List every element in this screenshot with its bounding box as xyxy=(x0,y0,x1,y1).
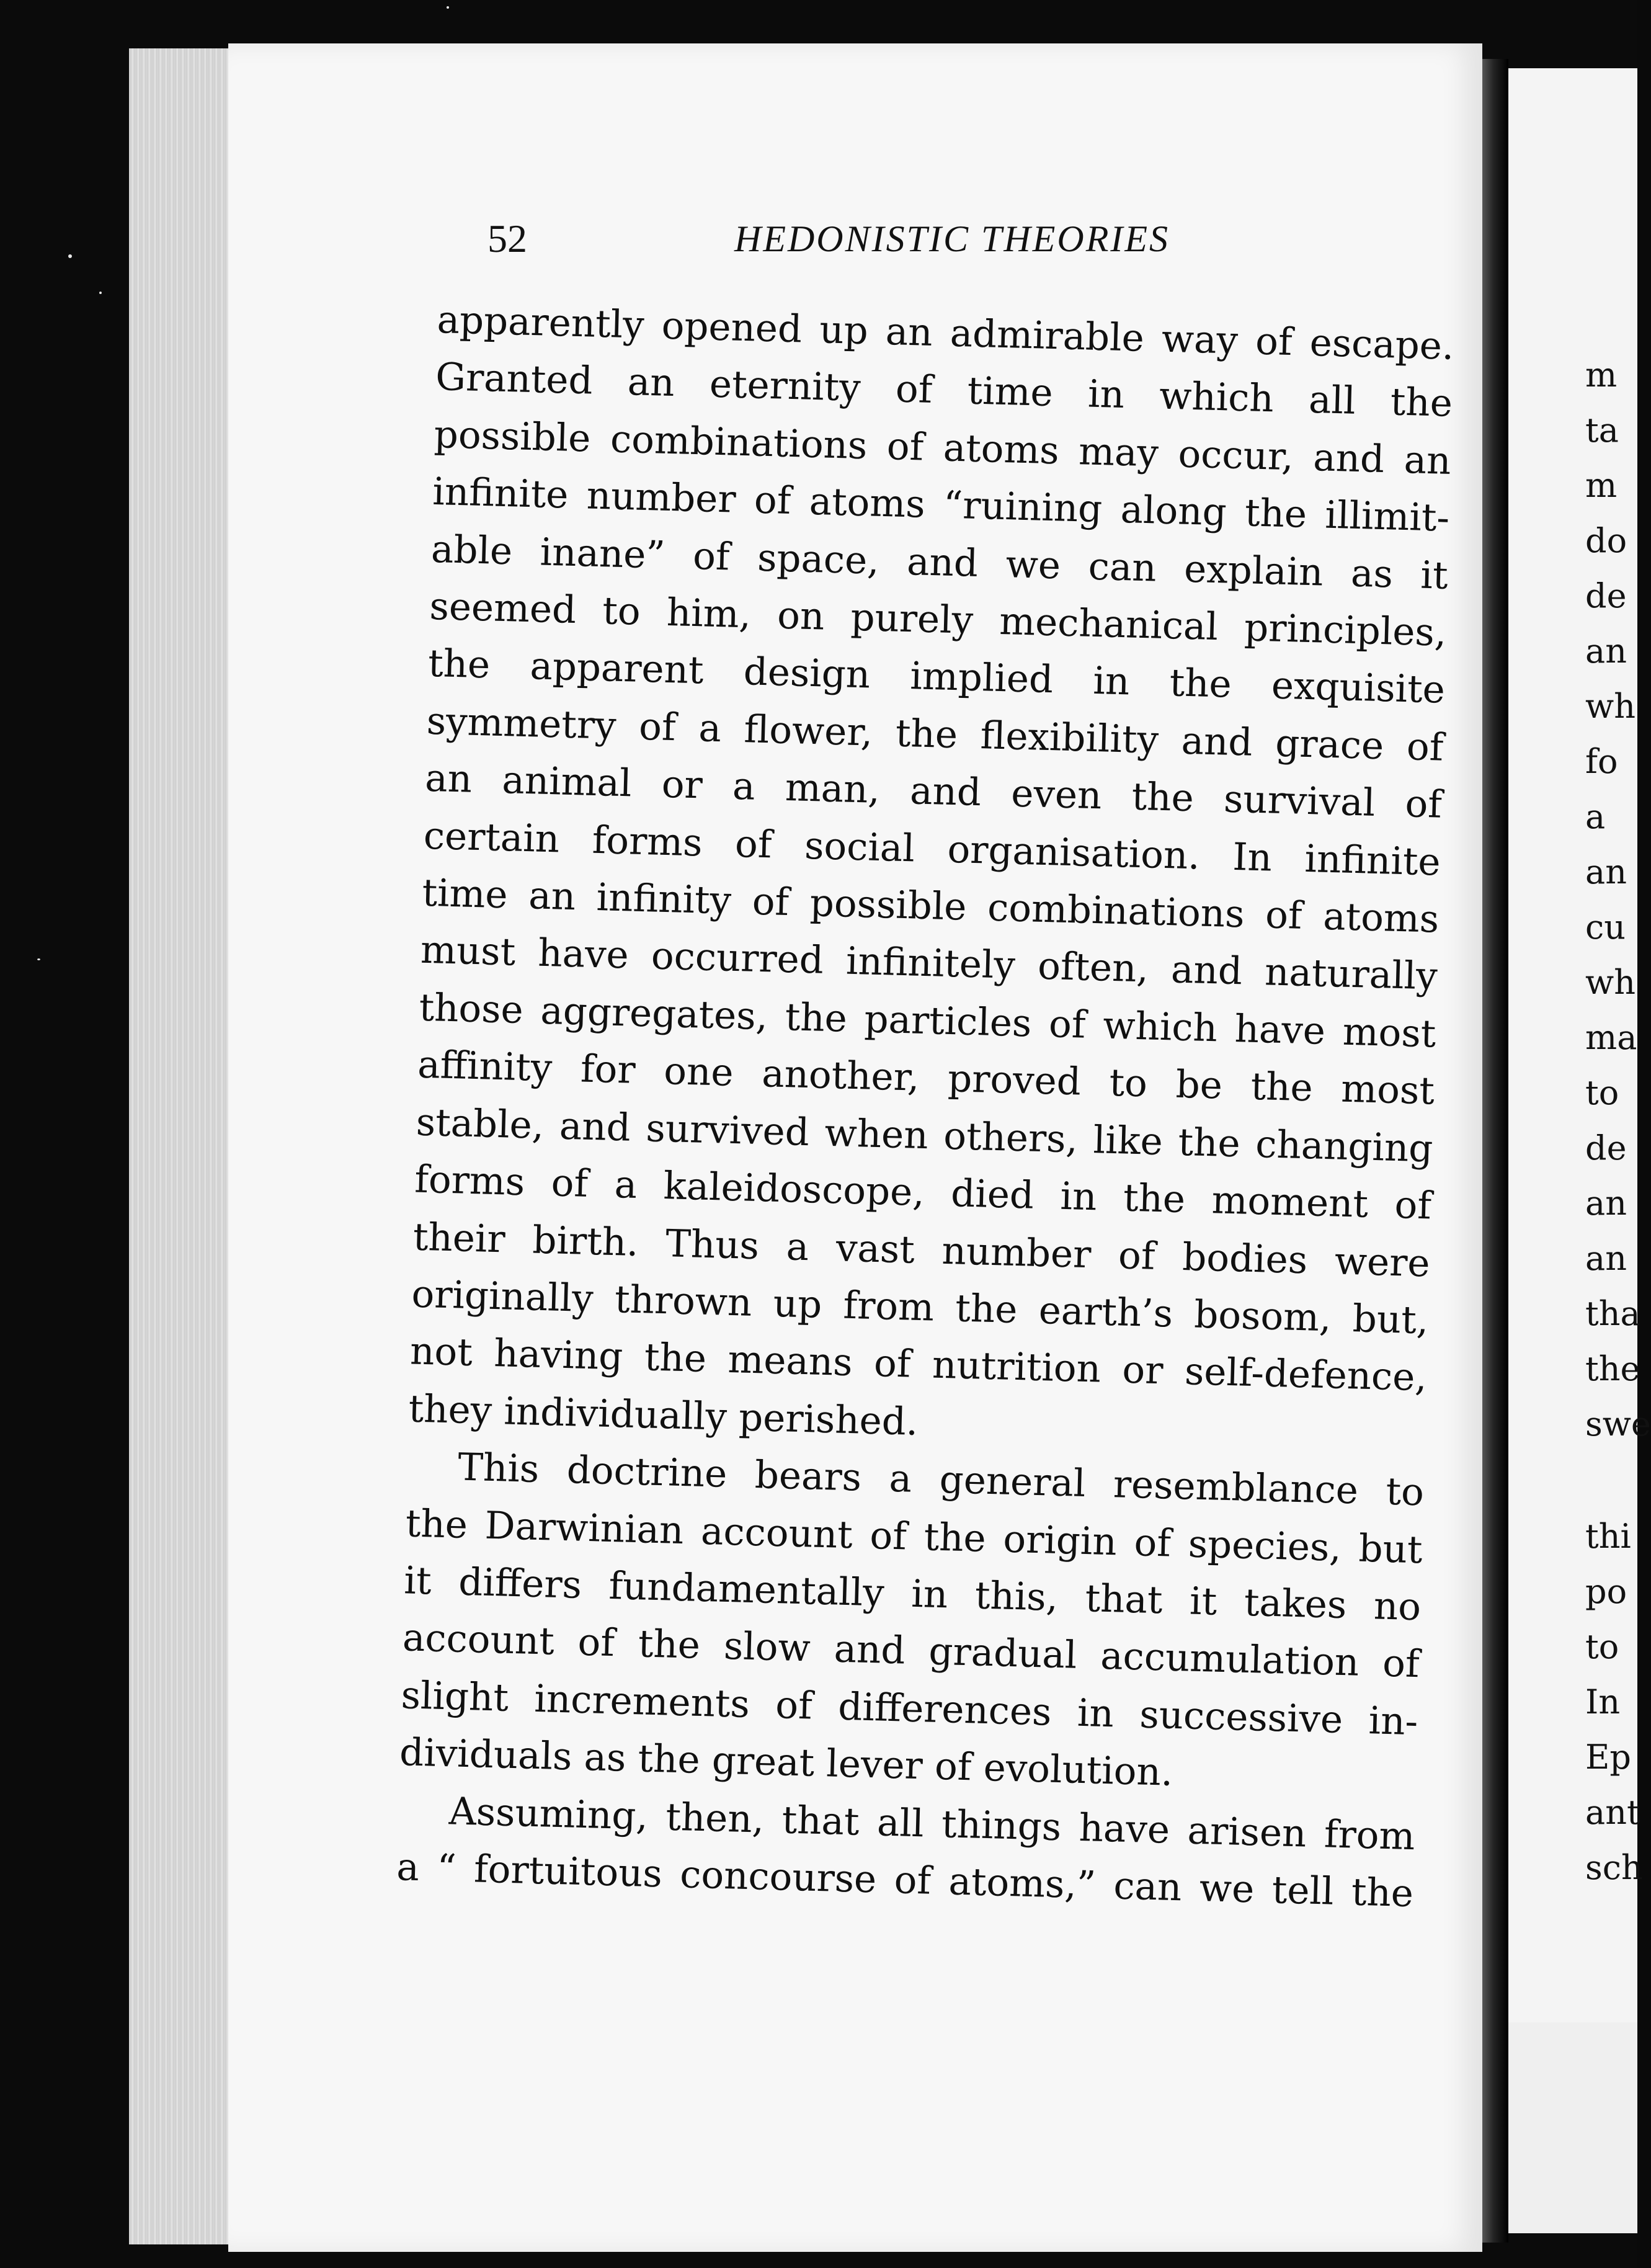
text-line: their birth. Thus a vast number of bodies were xyxy=(412,1214,1431,1285)
page-number: 52 xyxy=(487,217,527,261)
fragment: do xyxy=(1585,521,1627,560)
text-line: certain forms of social organisation. In infinite xyxy=(423,813,1441,885)
text-line: the apparent design implied in the exquisite xyxy=(427,641,1446,713)
fragment: wh xyxy=(1585,963,1635,1002)
text-line: forms of a kaleidoscope, died in the moment of xyxy=(414,1157,1432,1228)
text-line-paragraph-end: dividuals as the great lever of evolution. xyxy=(399,1730,1174,1795)
fragment: to xyxy=(1585,1073,1619,1112)
dust-speck xyxy=(37,958,40,960)
fragment: po xyxy=(1585,1572,1627,1611)
running-title: HEDONISTIC THEORIES xyxy=(734,218,1170,259)
dust-speck xyxy=(68,254,72,258)
text-line: an animal or a man, and even the survival of xyxy=(424,756,1443,827)
body-text xyxy=(396,292,1454,1922)
fragment: a xyxy=(1585,797,1606,836)
facing-page-text-fragments xyxy=(1585,347,1651,1895)
fragment: Ep xyxy=(1585,1738,1631,1777)
fragment: tha xyxy=(1585,1294,1640,1333)
running-head xyxy=(487,211,1219,267)
text-line-paragraph-start: Assuming, then, that all things have arisen from xyxy=(448,1788,1416,1859)
fragment-gap xyxy=(1585,1452,1637,1509)
fragment: de xyxy=(1585,1128,1627,1167)
text-line-paragraph-start: This doctrine bears a general resemblance to xyxy=(457,1445,1425,1515)
fragment: de xyxy=(1585,576,1627,615)
page-edge-stack xyxy=(129,48,231,2244)
fragment: cu xyxy=(1585,908,1626,947)
text-line: possible combinations of atoms may occur, and an xyxy=(434,412,1452,483)
fragment: the xyxy=(1585,1349,1640,1388)
fragment: swe xyxy=(1585,1404,1651,1444)
fragment: fo xyxy=(1585,742,1618,781)
fragment: ma xyxy=(1585,1018,1637,1057)
fragment: an xyxy=(1585,852,1627,891)
text-line-paragraph-end: they individually perished. xyxy=(407,1386,919,1444)
text-line: not having the means of nutrition or self-defence, xyxy=(409,1329,1428,1400)
text-line: account of the slow and gradual accumulation of xyxy=(402,1615,1420,1687)
fragment: m xyxy=(1585,466,1618,505)
facing-page-lower xyxy=(1508,2022,1637,2233)
text-line: Granted an eternity of time in which all the xyxy=(435,355,1453,426)
text-line: symmetry of a flower, the flexibility and grace of xyxy=(425,699,1444,770)
fragment: to xyxy=(1585,1627,1619,1666)
dust-speck xyxy=(99,292,102,294)
text-line: apparently opened up an admirable way of escape. xyxy=(436,297,1455,368)
fragment: sch xyxy=(1585,1848,1643,1887)
fragment: wh xyxy=(1585,687,1635,726)
text-line: slight increments of differences in successive in- xyxy=(400,1672,1419,1744)
text-line: able inane” of space, and we can explain as it xyxy=(430,527,1449,598)
fragment: ant xyxy=(1585,1793,1640,1832)
text-line: it differs fundamentally in this, that it takes no xyxy=(403,1558,1422,1630)
fragment: In xyxy=(1585,1682,1621,1721)
fragment: an xyxy=(1585,632,1627,671)
text-line: stable, and survived when others, like the changing xyxy=(416,1100,1434,1171)
book-gutter xyxy=(1482,59,1508,2243)
text-line: must have occurred infinitely often, and naturally xyxy=(420,928,1438,999)
text-line: originally thrown up from the earth’s bosom, but, xyxy=(411,1272,1430,1343)
text-line: time an infinity of possible combinations of atoms xyxy=(421,870,1440,942)
fragment: thi xyxy=(1585,1517,1631,1556)
text-line: a “ fortuitous concourse of atoms,” can we tell the xyxy=(396,1845,1414,1916)
text-line: seemed to him, on purely mechanical principles, xyxy=(429,584,1448,655)
text-line: affinity for one another, proved to be the most xyxy=(417,1042,1435,1114)
fragment: an xyxy=(1585,1239,1627,1278)
text-line: the Darwinian account of the origin of species, but xyxy=(405,1501,1423,1572)
fragment: ta xyxy=(1585,411,1619,450)
fragment: an xyxy=(1585,1184,1627,1223)
text-line: those aggregates, the particles of which have most xyxy=(418,985,1437,1056)
dust-speck xyxy=(447,6,449,9)
fragment: m xyxy=(1585,355,1618,395)
text-line: infinite number of atoms “ruining along the illimit- xyxy=(432,470,1450,541)
